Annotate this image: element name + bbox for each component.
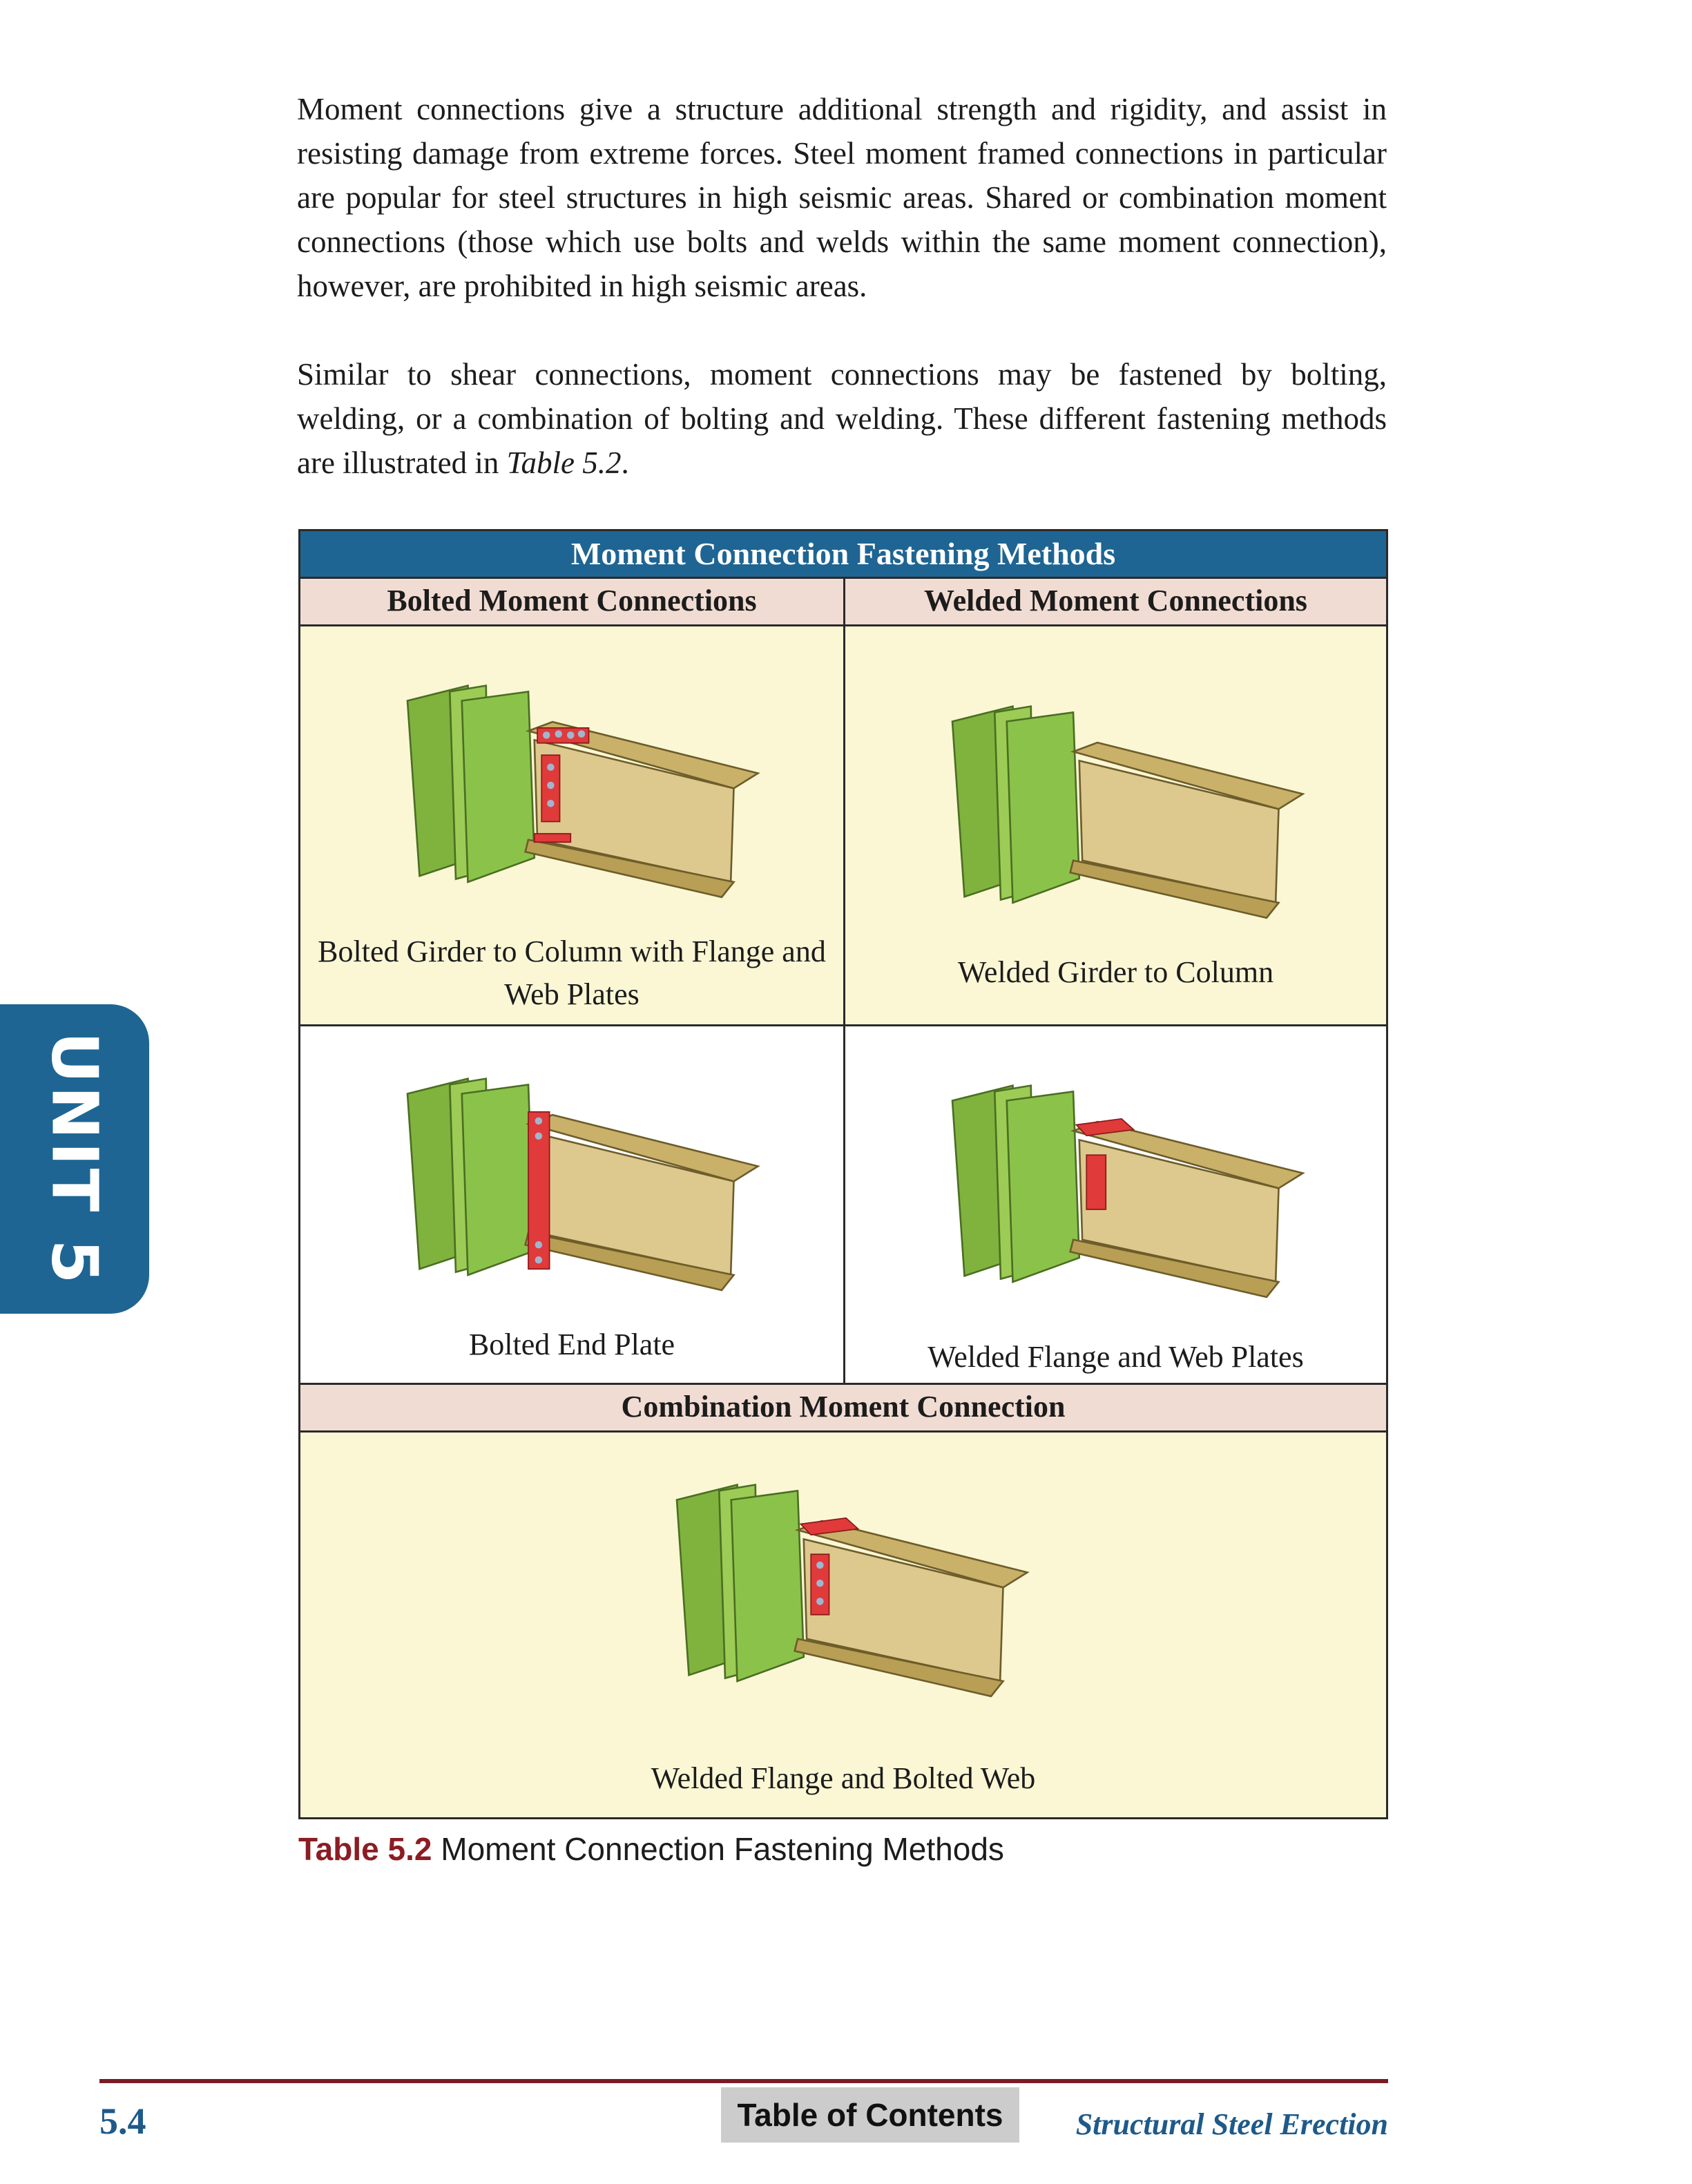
- p2-end: .: [621, 446, 629, 480]
- caption-welded-flange-web: Welded Flange and Web Plates: [927, 1340, 1304, 1374]
- cell-combination: [298, 1430, 1388, 1819]
- cell-bolted-girder: [298, 624, 845, 1026]
- paragraph-fastening-methods: [297, 352, 1387, 485]
- header-bolted: Bolted Moment Connections: [298, 577, 845, 626]
- unit-label: UNIT 5: [37, 1031, 112, 1287]
- header-combination: Combination Moment Connection: [298, 1383, 1388, 1433]
- caption-welded-girder: Welded Girder to Column: [957, 955, 1274, 989]
- table-caption-label: Table 5.2: [298, 1831, 432, 1867]
- bolted-girder-illustration: [383, 640, 770, 930]
- bolted-end-plate-illustration: [383, 1033, 770, 1323]
- cell-welded-flange-web: [843, 1024, 1388, 1385]
- caption-combination: Welded Flange and Bolted Web: [651, 1761, 1036, 1795]
- paragraph-moment-connections: Moment connections give a structure additional strength and rigidity, and assist in resisting damage from extreme forces. Steel moment framed connections in particular are popular for steel structures in high seismic areas. Shared or combination moment connections (those which use bolts and welds within the same moment connection), however, are prohibited in high seismic areas.: [297, 92, 1387, 303]
- caption-bolted-end-plate: Bolted End Plate: [468, 1328, 675, 1361]
- caption-bolted-girder: Bolted Girder to Column with Flange and Web Plates: [318, 935, 826, 1011]
- table-caption: [298, 1830, 1004, 1868]
- welded-girder-illustration: [928, 661, 1315, 951]
- unit-side-tab[interactable]: [0, 1004, 149, 1314]
- table-reference: Table 5.2: [506, 446, 622, 480]
- table-title: Moment Connection Fastening Methods: [298, 529, 1388, 579]
- book-title: Structural Steel Erection: [1075, 2107, 1388, 2141]
- header-welded: Welded Moment Connections: [843, 577, 1388, 626]
- table-caption-text: Moment Connection Fastening Methods: [432, 1831, 1004, 1867]
- fastening-methods-table: [298, 529, 1388, 1821]
- table-of-contents-button[interactable]: Table of Contents: [721, 2087, 1019, 2143]
- p2-text: Similar to shear connections, moment connections may be fastened by bolting, welding, or a combination of bolting and welding. These different fastening methods are illustrated in: [297, 357, 1387, 480]
- cell-bolted-end-plate: [298, 1024, 845, 1385]
- welded-flange-web-illustration: [928, 1040, 1315, 1330]
- combination-illustration: [653, 1439, 1039, 1730]
- cell-welded-girder: [843, 624, 1388, 1026]
- footer-divider: [99, 2079, 1388, 2083]
- page-number: 5.4: [99, 2100, 146, 2142]
